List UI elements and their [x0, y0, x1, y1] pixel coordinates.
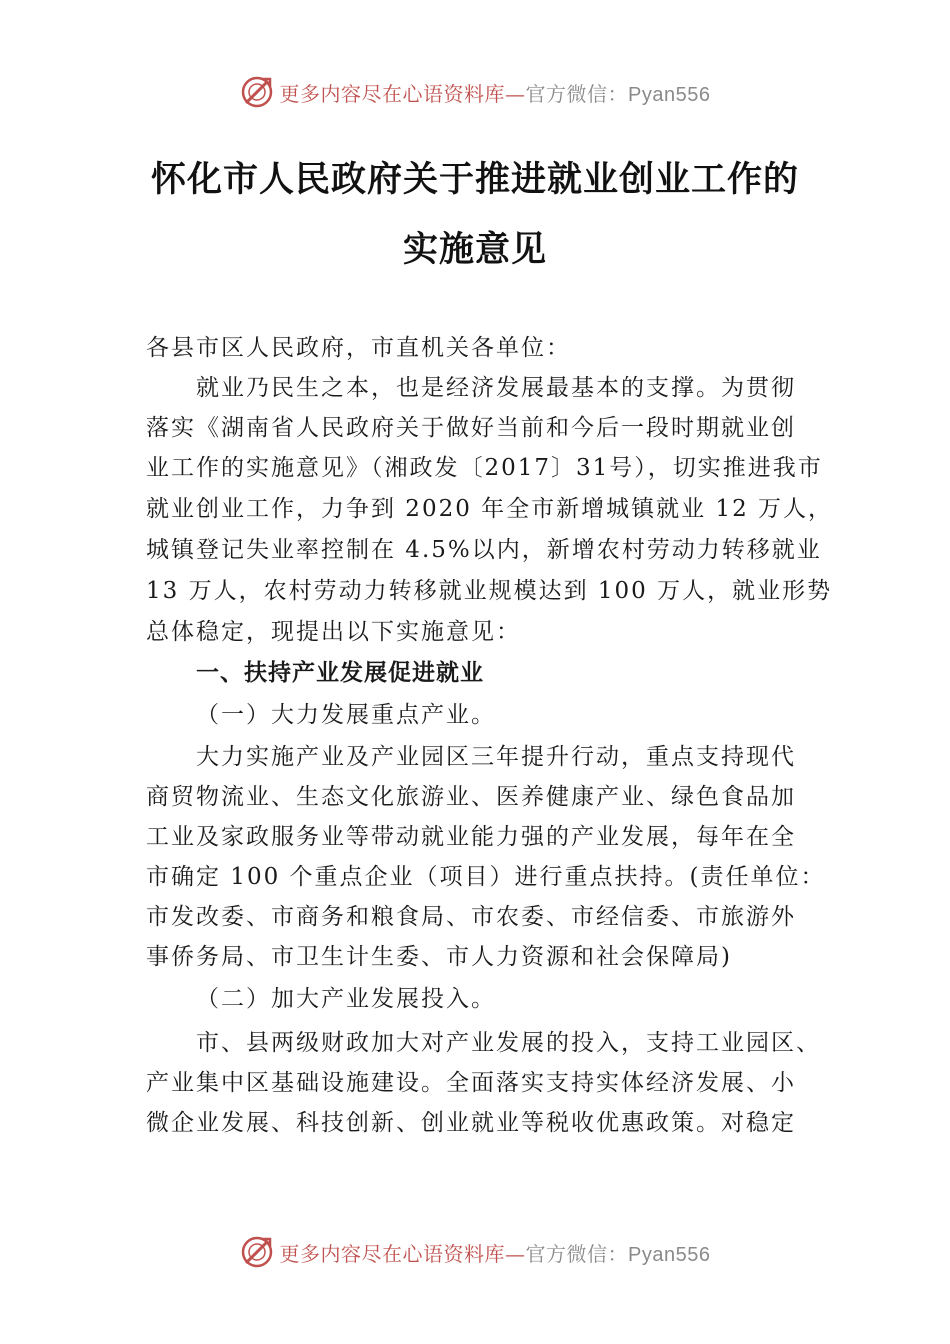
paragraph-line: 微企业发展、科技创新、创业就业等税收优惠政策。对稳定 — [146, 1110, 796, 1136]
banner-dash: — — [505, 1241, 526, 1266]
paragraph-line: 就业创业工作，力争到 2020 年全市新增城镇就业 12 万人， — [146, 496, 834, 522]
banner-text — [280, 78, 711, 107]
brand-logo-icon — [240, 1235, 274, 1269]
paragraph-line: 工业及家政服务业等带动就业能力强的产业发展，每年在全 — [146, 824, 796, 850]
paragraph-line: 市、县两级财政加大对产业发展的投入，支持工业园区、 — [196, 1030, 821, 1056]
paragraph-line: 就业乃民生之本，也是经济发展最基本的支撑。为贯彻 — [196, 375, 796, 401]
paragraph-line: 市发改委、市商务和粮食局、市农委、市经信委、市旅游外 — [146, 904, 796, 930]
footer-banner — [0, 1232, 950, 1272]
document-title-line-1: 怀化市人民政府关于推进就业创业工作的 — [150, 159, 799, 200]
banner-library-text: 更多内容尽在心语资料库 — [279, 1241, 506, 1266]
subsection-heading: （二）加大产业发展投入。 — [196, 986, 496, 1012]
paragraph-line: 业工作的实施意见》（湘政发〔2017〕31号），切实推进我市 — [146, 455, 823, 481]
banner-library-text: 更多内容尽在心语资料库 — [279, 81, 506, 106]
document-title-line-2: 实施意见 — [402, 229, 547, 270]
salutation: 各县市区人民政府，市直机关各单位： — [146, 335, 571, 361]
paragraph-line: 落实《湖南省人民政府关于做好当前和今后一段时期就业创 — [146, 415, 796, 441]
paragraph-line: 商贸物流业、生态文化旅游业、医养健康产业、绿色食品加 — [146, 784, 796, 810]
section-heading: 一、扶持产业发展促进就业 — [196, 660, 484, 686]
banner-dash: — — [505, 81, 526, 106]
paragraph-line: 市确定 100 个重点企业（项目）进行重点扶持。(责任单位： — [146, 864, 826, 890]
paragraph-line: 13 万人，农村劳动力转移就业规模达到 100 万人，就业形势 — [146, 578, 833, 604]
banner-wechat-label: 官方微信： — [525, 1241, 629, 1266]
banner-wechat-label: 官方微信： — [525, 81, 629, 106]
header-banner — [0, 72, 950, 112]
banner-text — [280, 1238, 711, 1267]
paragraph-line: 事侨务局、市卫生计生委、市人力资源和社会保障局) — [146, 944, 732, 970]
paragraph-line: 总体稳定，现提出以下实施意见： — [146, 619, 521, 645]
banner-wechat-id: Pyan556 — [628, 1243, 711, 1266]
subsection-heading: （一）大力发展重点产业。 — [196, 702, 496, 728]
brand-logo-icon — [240, 75, 274, 109]
paragraph-line: 产业集中区基础设施建设。全面落实支持实体经济发展、小 — [146, 1070, 796, 1096]
paragraph-line: 大力实施产业及产业园区三年提升行动，重点支持现代 — [196, 744, 796, 770]
paragraph-line: 城镇登记失业率控制在 4.5%以内，新增农村劳动力转移就业 — [146, 537, 822, 563]
banner-wechat-id: Pyan556 — [628, 83, 711, 106]
